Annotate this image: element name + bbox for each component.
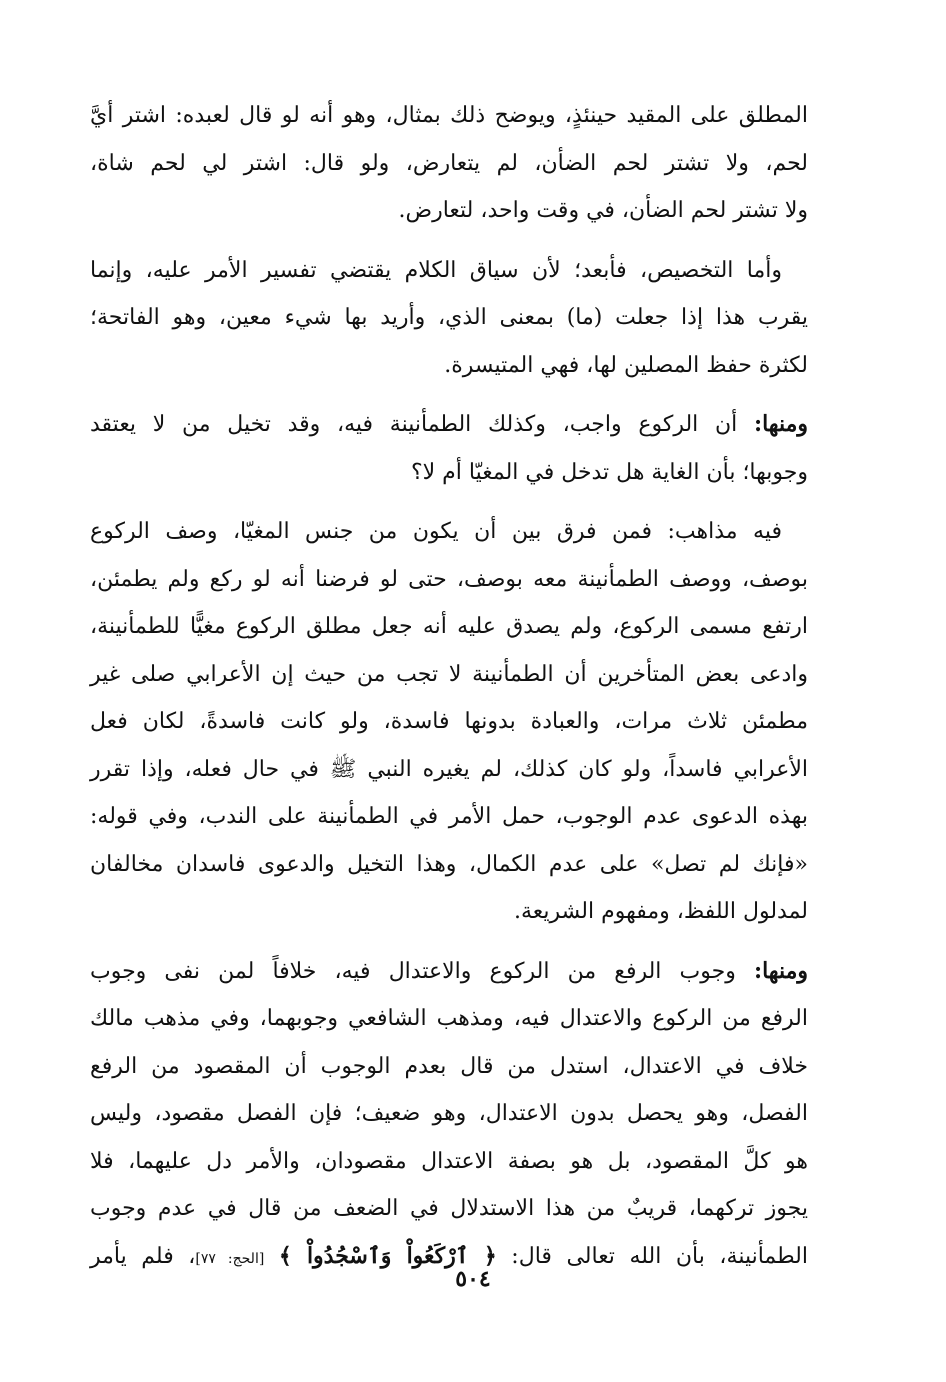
text-line — [90, 948, 808, 996]
paragraph-2 — [90, 247, 808, 390]
text-line: لكثرة حفظ المصلين لها، فهي المتيسرة. — [444, 352, 808, 378]
text-line: بهذه الدعوى عدم الوجوب، حمل الأمر في الطمأنينة على الندب، وفي قوله: — [90, 804, 808, 829]
text-line: ولا تشتر لحم الضأن، في وقت واحد، لتعارض. — [398, 198, 808, 223]
page-number: ٥٠٤ — [455, 1266, 491, 1292]
text-line — [90, 508, 808, 556]
text-line: ارتفع مسمى الركوع، ولم يصدق عليه أنه جعل مطلق الركوع مغيًّا للطمأنينة، — [90, 614, 808, 639]
text-segment: وجوب الرفع من الركوع والاعتدال فيه، خلافاً لمن نفى وجوب — [90, 958, 736, 984]
text-segment: وأما التخصيص، فأبعد؛ لأن سياق الكلام يقتضي تفسير الأمر عليه، وإنما — [90, 257, 782, 283]
verse-reference: [الحج: ٧٧] — [195, 1250, 265, 1267]
quran-verse: ﴿ ٱرْكَعُواْ وَٱسْجُدُواْ ﴾ — [278, 1242, 497, 1269]
text-line: الأعرابي فاسداً، ولو كان كذلك، لم يغيره النبي ﷺ في حال فعله، وإذا تقرر — [90, 756, 808, 782]
text-line — [90, 401, 808, 449]
text-line: لحم، ولا تشتر لحم الضأن، لم يتعارض، ولو قال: اشتر لي لحم شاة، — [90, 150, 808, 176]
text-line: لمدلول اللفظ، ومفهوم الشريعة. — [514, 899, 808, 924]
text-line: الفصل، وهو يحصل بدون الاعتدال، وهو ضعيف؛ فإن الفصل مقصود، وليس — [90, 1101, 808, 1126]
text-line: خلاف في الاعتدال، استدل من قال بعدم الوجوب أن المقصود من الرفع — [90, 1053, 808, 1079]
text-line: «فإنك لم تصل» على عدم الكمال، وهذا التخيل والدعوى فاسدان مخالفان — [90, 851, 808, 877]
text-line: هو كلَّ المقصود، بل هو بصفة الاعتدال مقصودان، والأمر دل عليهما، فلا — [90, 1148, 808, 1174]
text-line: يقرب هذا إذا جعلت (ما) بمعنى الذي، وأريد بها شيء معين، وهو الفاتحة؛ — [90, 305, 808, 330]
paragraph-5 — [90, 948, 808, 1284]
page-body — [90, 92, 808, 1295]
text-segment: الطمأنينة، بأن الله تعالى قال: — [511, 1243, 808, 1269]
text-segment: فيه مذاهب: فمن فرق بين أن يكون من جنس المغيّا، وصف الركوع — [90, 519, 782, 544]
text-segment: ، فلم يأمر — [90, 1243, 196, 1269]
text-segment: أن الركوع واجب، وكذلك الطمأنينة فيه، وقد تخيل من لا يعتقد — [90, 412, 738, 437]
text-line: الرفع من الركوع والاعتدال فيه، ومذهب الشافعي وجوبهما، وفي مذهب مالك — [90, 1006, 808, 1031]
text-line — [90, 247, 808, 295]
text-line: مطمئن ثلاث مرات، والعبادة بدونها فاسدة، ولو كانت فاسدةً، لكان فعل — [90, 709, 808, 734]
paragraph-3 — [90, 401, 808, 496]
lead-word: ومنها: — [753, 957, 808, 984]
lead-word: ومنها: — [753, 411, 808, 437]
text-line: وجوبها؛ بأن الغاية هل تدخل في المغيّا أم لا؟ — [410, 459, 808, 485]
paragraph-4 — [90, 508, 808, 936]
text-line: وادعى بعض المتأخرين أن الطمأنينة لا تجب من حيث إن الأعرابي صلى غير — [90, 661, 808, 687]
text-line: المطلق على المقيد حينئذٍ، ويوضح ذلك بمثال، وهو أنه لو قال لعبده: اشتر أيَّ — [90, 103, 808, 128]
text-line: بوصف، ووصف الطمأنينة معه بوصف، حتى لو فرضنا أنه لو ركع ولم يطمئن، — [90, 566, 808, 592]
text-line: يجوز تركهما، قريبٌ من هذا الاستدلال في الضعف من قال في عدم وجوب — [90, 1196, 808, 1221]
paragraph-1 — [90, 92, 808, 235]
